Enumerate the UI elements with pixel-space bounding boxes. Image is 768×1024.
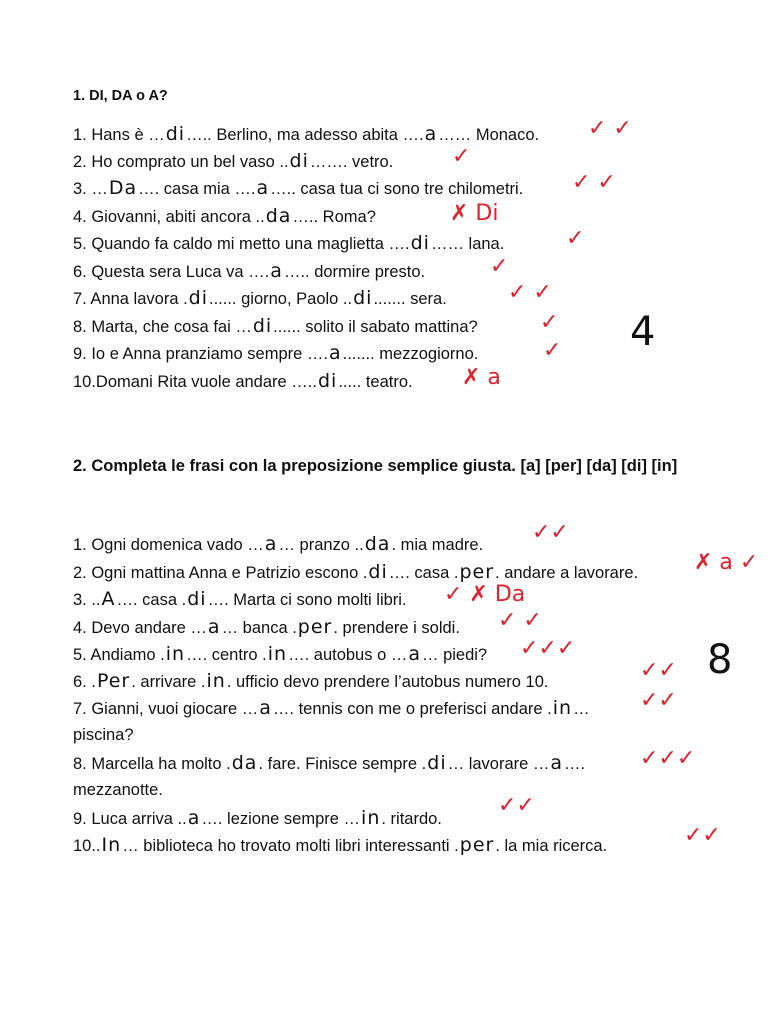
- handwritten-answer: in: [361, 807, 381, 829]
- line-text: 2. Ogni mattina Anna e Patrizio escono .: [73, 564, 368, 582]
- exercise-line: [73, 261, 425, 282]
- line-text: ….: [564, 755, 586, 773]
- exercise-line: [73, 371, 413, 392]
- line-text: . fare. Finisce sempre .: [258, 755, 427, 773]
- grading-mark: ✗ Di: [450, 201, 499, 226]
- line-text: ….. dormire presto.: [283, 263, 426, 281]
- line-text: 5. Quando fa caldo mi metto una maglietta ….: [73, 235, 410, 253]
- exercise-line: [73, 808, 442, 829]
- exercise-line: [73, 725, 134, 745]
- handwritten-answer: a: [187, 807, 201, 829]
- line-text: …. lezione sempre …: [201, 810, 361, 828]
- handwritten-answer: Da: [108, 177, 138, 199]
- line-text: ...... giorno, Paolo ..: [209, 290, 353, 308]
- handwritten-answer: da: [231, 752, 258, 774]
- exercise-line: [73, 288, 447, 309]
- line-text: ….. Berlino, ma adesso abita ….: [186, 126, 424, 144]
- line-text: ……. vetro.: [309, 153, 394, 171]
- exercise-line: [73, 671, 548, 692]
- line-text: … banca .: [221, 619, 297, 637]
- line-text: 10.Domani Rita vuole andare …..: [73, 373, 317, 391]
- handwritten-answer: in: [267, 643, 288, 665]
- line-text: 4. Devo andare …: [73, 619, 207, 637]
- handwritten-answer: in: [552, 697, 573, 719]
- grading-mark: ✓ ✗ Da: [444, 582, 526, 607]
- handwritten-answer: in: [206, 670, 226, 692]
- exercise-line: [73, 698, 590, 719]
- line-text: …… lana.: [430, 235, 505, 253]
- line-text: 6. .: [73, 673, 96, 691]
- line-text: mezzanotte.: [73, 781, 163, 799]
- line-text: ...... solito il sabato mattina?: [273, 318, 478, 336]
- line-text: 7. Anna lavora .: [73, 290, 188, 308]
- handwritten-answer: a: [424, 123, 438, 145]
- handwritten-answer: da: [265, 205, 292, 227]
- line-text: … pranzo ..: [278, 536, 364, 554]
- section2-score: 8: [707, 637, 733, 683]
- grading-mark: ✓✓✓: [640, 746, 696, 771]
- line-text: . ritardo.: [381, 810, 442, 828]
- line-text: 1. Hans è …: [73, 126, 165, 144]
- handwritten-answer: di: [187, 588, 207, 610]
- exercise-line: [73, 835, 607, 856]
- line-text: . andare a lavorare.: [495, 564, 639, 582]
- line-text: 5. Andiamo .: [73, 646, 165, 664]
- exercise-line: [73, 753, 585, 774]
- handwritten-answer: di: [410, 232, 430, 254]
- line-text: …. autobus o …: [288, 646, 408, 664]
- line-text: 8. Marcella ha molto .: [73, 755, 231, 773]
- grading-mark: ✓: [490, 254, 509, 279]
- exercise-line: [73, 343, 478, 364]
- exercise-line: [73, 644, 487, 665]
- handwritten-answer: di: [317, 370, 338, 392]
- line-text: 6. Questa sera Luca va ….: [73, 263, 270, 281]
- exercise-line: [73, 151, 393, 172]
- section1-title: 1. DI, DA o A?: [73, 88, 168, 104]
- handwritten-answer: A: [101, 588, 116, 610]
- section1-score: 4: [630, 309, 656, 355]
- handwritten-answer: per: [459, 561, 495, 583]
- grading-mark: ✓✓: [640, 688, 677, 713]
- line-text: 3. ..: [73, 591, 101, 609]
- handwritten-answer: in: [165, 643, 186, 665]
- exercise-line: [73, 589, 407, 610]
- handwritten-answer: di: [368, 561, 388, 583]
- line-text: 10..: [73, 837, 101, 855]
- line-text: 9. Luca arriva ..: [73, 810, 187, 828]
- grading-mark: ✓✓✓: [520, 636, 576, 661]
- handwritten-answer: Per: [96, 670, 131, 692]
- line-text: 9. Io e Anna pranziamo sempre ….: [73, 345, 328, 363]
- exercise-line: [73, 178, 523, 199]
- handwritten-answer: a: [259, 697, 272, 719]
- exercise-line: [73, 780, 163, 800]
- line-text: …. casa .: [388, 564, 459, 582]
- line-text: 1. Ogni domenica vado …: [73, 536, 264, 554]
- grading-mark: ✗ a: [462, 365, 501, 390]
- exercise-line: [73, 562, 638, 583]
- line-text: …. tennis con me o preferisci andare .: [272, 700, 552, 718]
- line-text: 2. Ho comprato un bel vaso ..: [73, 153, 289, 171]
- handwritten-answer: di: [427, 752, 447, 774]
- line-text: . arrivare .: [131, 673, 206, 691]
- grading-mark: ✓: [452, 144, 471, 169]
- grading-mark: ✓: [566, 226, 585, 251]
- handwritten-answer: a: [207, 616, 221, 638]
- line-text: …. casa .: [116, 591, 187, 609]
- grading-mark: ✓✓: [498, 793, 535, 818]
- grading-mark: ✓: [543, 338, 562, 363]
- line-text: piscina?: [73, 726, 134, 744]
- line-text: 3. …: [73, 180, 108, 198]
- handwritten-answer: a: [408, 643, 421, 665]
- handwritten-answer: a: [270, 260, 283, 282]
- grading-mark: ✓✓: [532, 520, 569, 545]
- exercise-line: [73, 617, 460, 638]
- exercise-line: [73, 316, 478, 337]
- handwritten-answer: a: [328, 342, 342, 364]
- line-text: . prendere i soldi.: [333, 619, 460, 637]
- line-text: ....... sera.: [373, 290, 447, 308]
- line-text: 4. Giovanni, abiti ancora ..: [73, 208, 265, 226]
- line-text: … piedi?: [421, 646, 488, 664]
- line-text: …: [573, 700, 590, 718]
- handwritten-answer: di: [165, 123, 186, 145]
- handwritten-answer: a: [256, 177, 270, 199]
- line-text: ….. casa tua ci sono tre chilometri.: [270, 180, 524, 198]
- handwritten-answer: a: [550, 752, 564, 774]
- line-text: 8. Marta, che cosa fai …: [73, 318, 252, 336]
- handwritten-answer: In: [101, 834, 122, 856]
- exercise-line: [73, 206, 376, 227]
- line-text: ....... mezzogiorno.: [342, 345, 479, 363]
- line-text: … lavorare …: [447, 755, 550, 773]
- line-text: . la mia ricerca.: [495, 837, 608, 855]
- section2-title: 2. Completa le frasi con la preposizione semplice giusta. [a] [per] [da] [di] [in]: [73, 457, 678, 475]
- handwritten-answer: per: [459, 834, 495, 856]
- line-text: ….. Roma?: [292, 208, 376, 226]
- handwritten-answer: di: [289, 150, 309, 172]
- line-text: . ufficio devo prendere l’autobus numero 10.: [226, 673, 549, 691]
- grading-mark: ✓✓: [640, 658, 677, 683]
- handwritten-answer: a: [264, 533, 278, 555]
- grading-mark: ✓ ✓: [588, 116, 632, 141]
- grading-mark: ✓ ✓: [508, 280, 552, 305]
- grading-mark: ✗ a ✓: [694, 550, 759, 575]
- grading-mark: ✓ ✓: [498, 608, 542, 633]
- handwritten-answer: di: [353, 287, 373, 309]
- line-text: …. casa mia ….: [138, 180, 256, 198]
- handwritten-answer: da: [364, 533, 391, 555]
- grading-mark: ✓✓: [684, 823, 721, 848]
- exercise-line: [73, 124, 539, 145]
- line-text: …. centro .: [186, 646, 267, 664]
- handwritten-answer: di: [188, 287, 209, 309]
- line-text: ..... teatro.: [338, 373, 413, 391]
- line-text: …. Marta ci sono molti libri.: [207, 591, 407, 609]
- line-text: 7. Gianni, vuoi giocare …: [73, 700, 259, 718]
- exercise-line: [73, 534, 483, 555]
- line-text: …… Monaco.: [438, 126, 540, 144]
- line-text: . mia madre.: [391, 536, 484, 554]
- grading-mark: ✓ ✓: [572, 170, 616, 195]
- handwritten-answer: per: [297, 616, 333, 638]
- grading-mark: ✓: [540, 310, 559, 335]
- line-text: … biblioteca ho trovato molti libri interessanti .: [122, 837, 459, 855]
- exercise-line: [73, 233, 504, 254]
- handwritten-answer: di: [252, 315, 273, 337]
